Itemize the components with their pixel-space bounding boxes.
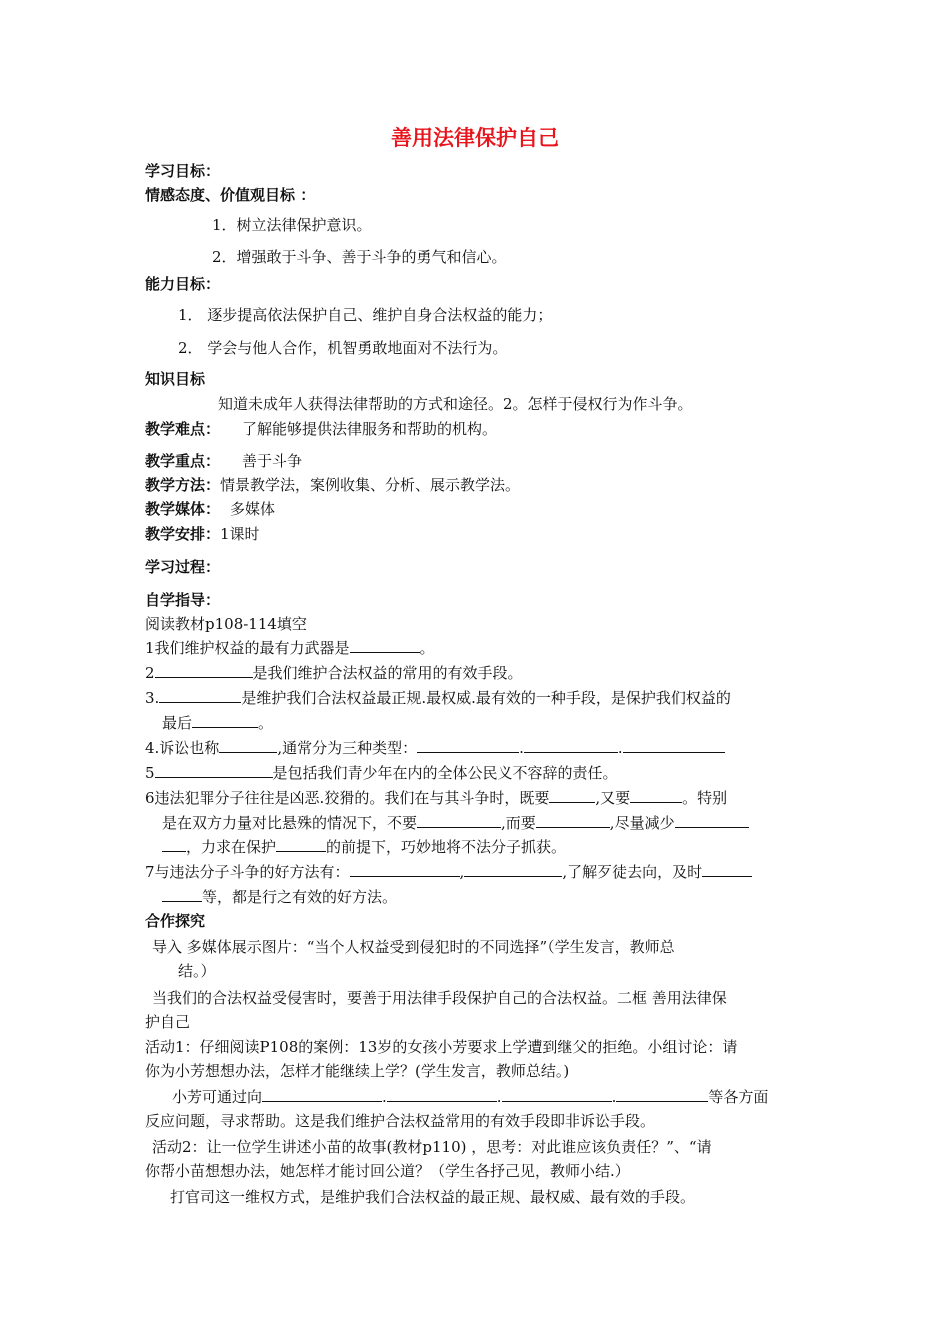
- q-text: ,尽量减少: [609, 814, 675, 832]
- fill-blank[interactable]: [155, 663, 253, 678]
- q-text: .: [617, 739, 623, 757]
- fill-blank[interactable]: [630, 788, 682, 803]
- q-text: 7与违法分子斗争的好方法有：: [145, 863, 350, 881]
- q-text: 3.: [145, 689, 160, 707]
- question-6-cont: [162, 812, 749, 834]
- q-text: 小芳可通过向: [172, 1088, 263, 1106]
- q-text: .: [496, 1088, 502, 1106]
- method-text: 情景教学法，案例收集、分析、展示教学法。: [220, 476, 521, 494]
- q-text: 5: [145, 764, 155, 782]
- fill-blank[interactable]: [162, 837, 186, 852]
- fill-blank[interactable]: [549, 788, 595, 803]
- process-heading: 学习过程：: [145, 558, 221, 576]
- q-text: 。: [419, 639, 435, 657]
- q-text: 。特别: [682, 789, 728, 807]
- activity-1-line: 活动1：仔细阅读P108的案例：13岁的女孩小芳要求上学遭到继父的拒绝。小组讨论：请: [145, 1038, 738, 1056]
- q-text: 的前提下，巧妙地将不法分子抓获。: [326, 838, 567, 856]
- fill-blank[interactable]: [192, 713, 258, 728]
- q-text: 。: [258, 714, 274, 732]
- question-7: [145, 861, 752, 883]
- q-text: ,: [459, 863, 465, 881]
- q-text: 4.诉讼也称: [145, 739, 220, 757]
- ability-item: 1． 逐步提高依法保护自己、维护自身合法权益的能力；: [178, 306, 553, 324]
- schedule-label: 教学安排：: [145, 525, 221, 543]
- fill-blank[interactable]: [350, 862, 460, 877]
- q-text: 1我们维护权益的最有力武器是: [145, 639, 350, 657]
- question-7-cont: [162, 886, 397, 908]
- q-text: 等各方面: [708, 1088, 769, 1106]
- paragraph-line: 当我们的合法权益受侵害时，要善于用法律手段保护自己的合法权益。二框 善用法律保: [152, 989, 727, 1007]
- emotion-item: 2．增强敢于斗争、善于斗争的勇气和信心。: [212, 248, 507, 266]
- media-label: 教学媒体：: [145, 500, 221, 518]
- q-text: ，力求在保护: [186, 838, 277, 856]
- intro-line: 导入 多媒体展示图片：“当个人权益受到侵犯时的不同选择”（学生发言，教师总: [152, 938, 675, 956]
- emotion-item: 1．树立法律保护意识。: [212, 216, 372, 234]
- fill-blank[interactable]: [675, 813, 749, 828]
- schedule-text: 1课时: [220, 525, 260, 543]
- fill-blank[interactable]: [502, 1087, 612, 1102]
- q-text: .: [519, 739, 524, 757]
- fill-blank[interactable]: [262, 1087, 382, 1102]
- knowledge-text: 知道未成年人获得法律帮助的方式和途径。2。怎样于侵权行为作斗争。: [218, 395, 693, 413]
- key-point-row: [145, 450, 302, 472]
- intro-line: 结。）: [178, 962, 216, 980]
- q-text: 是包括我们青少年在内的全体公民义不容辞的责任。: [272, 764, 618, 782]
- question-2: [145, 662, 523, 684]
- q-text: 是维护我们合法权益最正规.最权威.最有效的一种手段，是保护我们权益的: [241, 689, 731, 707]
- q-text: 6违法犯罪分子往往是凶恶.狡猾的。我们在与其斗争时，既要: [145, 789, 550, 807]
- question-5: [145, 762, 618, 784]
- media-row: [145, 498, 275, 520]
- fill-blank[interactable]: [219, 738, 277, 753]
- fill-blank[interactable]: [524, 738, 618, 753]
- self-study-heading: 自学指导：: [145, 591, 221, 609]
- ability-item: 2． 学会与他人合作，机智勇敢地面对不法行为。: [178, 339, 508, 357]
- reading-instruction: 阅读教材p108-114填空: [145, 615, 307, 633]
- q-text: ,又要: [595, 789, 631, 807]
- difficulty-row: [145, 418, 497, 440]
- fill-blank[interactable]: [702, 862, 752, 877]
- method-row: [145, 474, 520, 496]
- schedule-row: [145, 523, 260, 545]
- paragraph-line: 护自己: [145, 1013, 191, 1031]
- fill-blank[interactable]: [616, 1087, 708, 1102]
- difficulty-label: 教学难点：: [145, 420, 221, 438]
- q-text: .: [611, 1088, 617, 1106]
- q-text: 是我们维护合法权益的常用的有效手段。: [252, 664, 523, 682]
- q-text: ,而要: [501, 814, 536, 832]
- activity-2-line: 活动2：让一位学生讲述小苗的故事(教材p110) ，思考：对此谁应该负责任？”、“请: [152, 1138, 712, 1156]
- question-1: [145, 637, 435, 659]
- q-text: .: [382, 1088, 387, 1106]
- final-line: 打官司这一维权方式，是维护我们合法权益的最正规、最权威、最有效的手段。: [170, 1188, 696, 1206]
- activity-1-line: 反应问题，寻求帮助。这是我们维护合法权益常用的有效手段即非诉讼手段。: [145, 1112, 656, 1130]
- method-label: 教学方法：: [145, 476, 221, 494]
- q-text: ,通常分为三种类型：: [277, 739, 418, 757]
- q-text: 是在双方力量对比悬殊的情况下，不要: [162, 814, 418, 832]
- q-text: 最后: [162, 714, 193, 732]
- learning-goals-heading: 学习目标：: [145, 162, 221, 180]
- question-4: [145, 737, 725, 759]
- q-text: 等，都是行之有效的好方法。: [202, 888, 398, 906]
- fill-blank[interactable]: [536, 813, 610, 828]
- activity-2-line: 你帮小苗想想办法，她怎样才能讨回公道？（学生各抒己见，教师小结.）: [145, 1162, 630, 1180]
- emotion-goals-heading: 情感态度、价值观目标 ：: [145, 186, 316, 204]
- fill-blank[interactable]: [464, 862, 562, 877]
- key-point-text: 善于斗争: [242, 452, 303, 470]
- question-3-cont: [162, 712, 273, 734]
- activity-1-fill: [172, 1086, 768, 1108]
- fill-blank[interactable]: [387, 1087, 497, 1102]
- page-title: 善用法律保护自己: [391, 126, 559, 150]
- fill-blank[interactable]: [350, 638, 420, 653]
- key-point-label: 教学重点：: [145, 452, 221, 470]
- fill-blank[interactable]: [276, 837, 326, 852]
- media-text: 多媒体: [230, 500, 276, 518]
- difficulty-text: 了解能够提供法律服务和帮助的机构。: [242, 420, 498, 438]
- q-text: ,了解歹徒去向，及时: [562, 863, 703, 881]
- fill-blank[interactable]: [162, 887, 202, 902]
- fill-blank[interactable]: [417, 738, 519, 753]
- fill-blank[interactable]: [417, 813, 501, 828]
- knowledge-goals-heading: 知识目标: [145, 370, 206, 388]
- question-6: [145, 787, 727, 809]
- question-3: [145, 687, 731, 709]
- fill-blank[interactable]: [159, 688, 241, 703]
- activity-1-line: 你为小芳想想办法，怎样才能继续上学？(学生发言，教师总结。): [145, 1062, 570, 1080]
- fill-blank[interactable]: [623, 738, 725, 753]
- q-text: 2: [145, 664, 155, 682]
- fill-blank[interactable]: [155, 763, 273, 778]
- ability-goals-heading: 能力目标：: [145, 275, 221, 293]
- cooperation-heading: 合作探究: [145, 912, 206, 930]
- question-6-cont2: [162, 836, 566, 858]
